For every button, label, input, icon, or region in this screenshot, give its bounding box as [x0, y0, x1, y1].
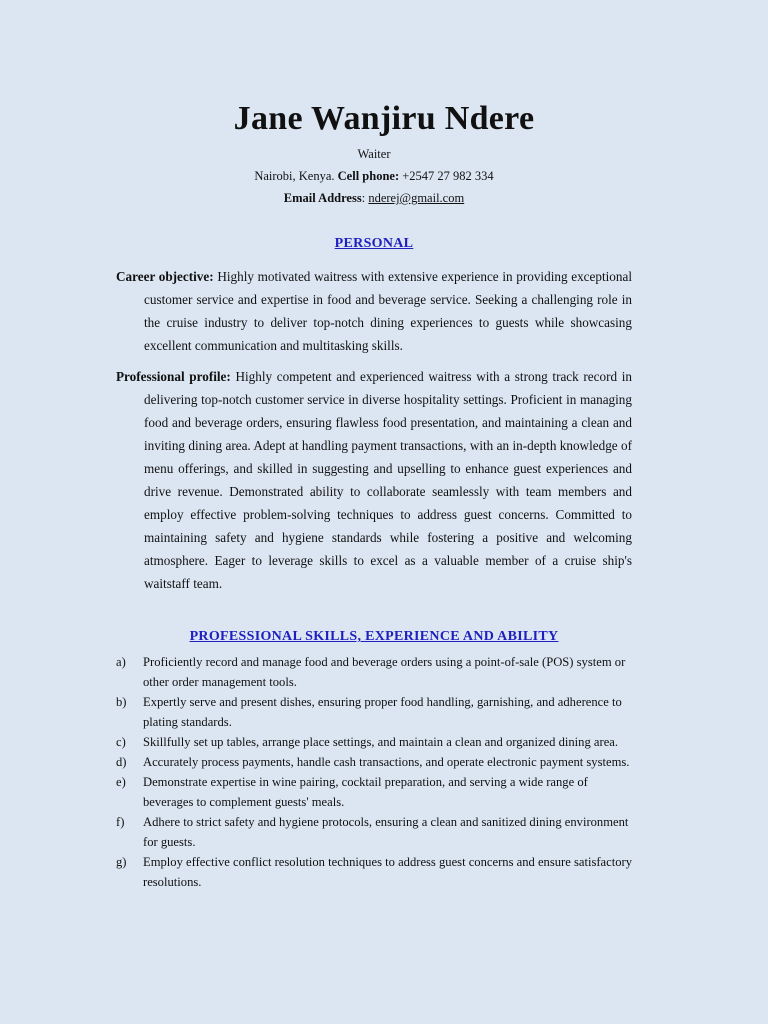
list-item [116, 652, 636, 692]
list-marker: b) [116, 695, 127, 709]
personal-heading: PERSONAL [334, 236, 414, 251]
profile-label: Professional profile: [116, 369, 231, 384]
list-item-text: Skillfully set up tables, arrange place settings, and maintain a clean and organized dining area. [143, 735, 619, 749]
phone-label: Cell phone: [337, 169, 400, 183]
list-marker: a) [116, 655, 126, 669]
list-marker: d) [116, 755, 127, 769]
contact-line [0, 169, 748, 184]
email-link[interactable]: nderej@gmail.com [368, 191, 465, 205]
list-item [116, 852, 636, 892]
list-item-text: Expertly serve and present dishes, ensuring proper food handling, garnishing, and adherence to plating standards. [143, 695, 622, 729]
career-objective [116, 265, 632, 357]
email-label: Email Address [283, 191, 362, 205]
list-item [116, 752, 636, 772]
career-text: Highly motivated waitress with extensive experience in providing exceptional customer service and expertise in food and beverage service. Seeking a challenging role in the cruise industry to deliver top-notch dining experiences to guests while showcasing excellent communication and multitasking skills. [144, 269, 632, 353]
professional-profile [116, 365, 632, 595]
list-marker: c) [116, 735, 126, 749]
list-item-text: Proficiently record and manage food and beverage orders using a point-of-sale (POS) system or other order management tools. [143, 655, 626, 689]
list-item-text: Demonstrate expertise in wine pairing, cocktail preparation, and serving a wide range of beverages to complement guests' meals. [143, 775, 588, 809]
list-item [116, 692, 636, 732]
skills-list [116, 652, 636, 892]
skills-heading: PROFESSIONAL SKILLS, EXPERIENCE AND ABILITY [189, 629, 559, 644]
resume-name: Jane Wanjiru Ndere [233, 100, 535, 137]
profile-text: Highly competent and experienced waitress with a strong track record in delivering top-notch customer service in diverse hospitality settings. Proficient in managing food and beverage orders, ensuring flawless food presentation, and maintaining a clean and inviting dining area. Adept at handling payment transactions, with an in-depth knowledge of menu offerings, and skilled in suggesting and upselling to enhance guest experiences and drive revenue. Demonstrated ability to collaborate seamlessly with team members and employ effective problem-solving techniques to address guest concerns. Committed to maintaining safety and hygiene standards while fostering a positive and welcoming atmosphere. Eager to leverage skills to excel as a valuable member of a cruise ship's waitstaff team. [144, 369, 632, 591]
list-item [116, 772, 636, 812]
list-marker: e) [116, 775, 126, 789]
list-item-text: Employ effective conflict resolution techniques to address guest concerns and ensure satisfactory resolutions. [143, 855, 633, 889]
list-item-text: Accurately process payments, handle cash transactions, and operate electronic payment systems. [143, 755, 630, 769]
phone-number: +2547 27 982 334 [402, 169, 494, 183]
list-marker: f) [116, 815, 125, 829]
list-item-text: Adhere to strict safety and hygiene protocols, ensuring a clean and sanitized dining environment for guests. [143, 815, 629, 849]
location: Nairobi, Kenya. [254, 169, 335, 183]
list-item [116, 732, 636, 752]
email-line: Email Address: nderej@gmail.com [283, 191, 465, 205]
list-item [116, 812, 636, 852]
career-label: Career objective: [116, 269, 214, 284]
list-marker: g) [116, 855, 127, 869]
job-title: Waiter [357, 147, 391, 161]
